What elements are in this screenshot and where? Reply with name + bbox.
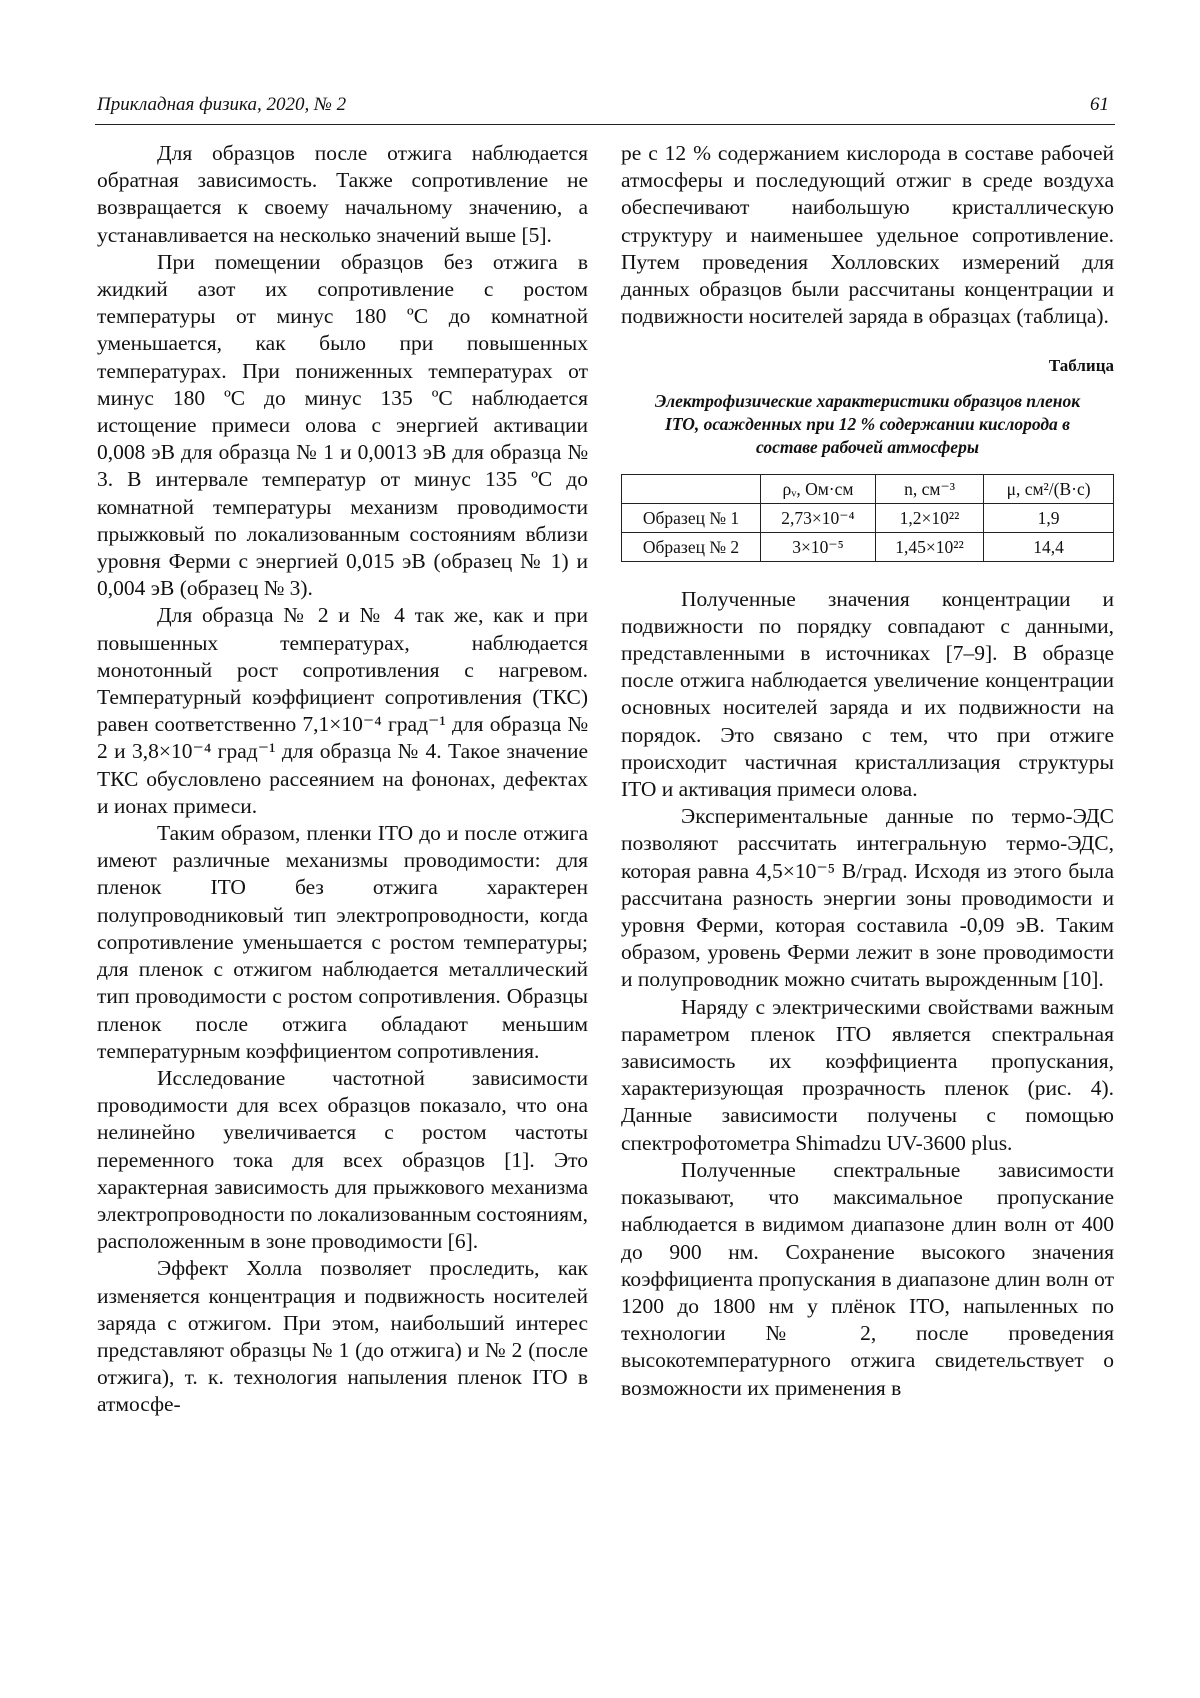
paragraph: Таким образом, пленки ITO до и после отжига имеют различные механизмы проводимости: для пленок ITO без отжига характерен полупроводниковый тип электропроводности, когда сопротивление уменьшается с ростом температуры; для пленок с отжигом наблюдается металлический тип проводимости с ростом сопротивления. Образцы пленок после отжига обладают меньшим температурным коэффициентом сопротивления. [97,821,588,1063]
data-table [621,474,1114,562]
paragraph: Эффект Холла позволяет проследить, как изменяется концентрация и подвижность носителей заряда с отжигом. При этом, наибольший интерес представляют образцы № 1 (до отжига) и № 2 (после отжига), т. к. технология напыления пленок ITO в атмосфе- [97,1256,588,1417]
table-cell: Образец № 1 [622,503,761,532]
paragraph: Полученные значения концентрации и подвижности по порядку совпадают с данными, представленными в источниках [7–9]. В образце после отжига наблюдается увеличение концентрации основных носителей заряда и их подвижности на порядок. Это связано с тем, что при отжиге происходит частичная кристаллизация структуры ITO и активация примеси олова. [621,586,1114,802]
table-row [622,503,1114,532]
paragraph: ре с 12 % содержанием кислорода в составе рабочей атмосферы и последующий отжиг в среде воздуха обеспечивают наибольшую кристаллическую структуру и наименьшее удельное сопротивление. Путем проведения Холловских измерений для данных образцов были рассчитаны концентрации и подвижности носителей заряда в образцах (таблица). [621,141,1114,329]
table-label: Таблица [1048,356,1114,376]
table-cell: 1,9 [984,503,1114,532]
table-cell: 2,73×10⁻⁴ [761,503,876,532]
table-row [622,532,1114,561]
left-column [97,140,588,1419]
table-header-cell: ρᵥ, Ом·см [761,474,876,503]
table-header-cell: μ, см²/(В·с) [984,474,1114,503]
paragraph: Экспериментальные данные по термо-ЭДС позволяют рассчитать интегральную термо-ЭДС, которая равна 4,5×10⁻⁵ В/град. Исходя из этого была рассчитана разность энергии зоны проводимости и уровня Ферми, которая составила -0,09 эВ. Таким образом, уровень Ферми лежит в зоне проводимости и полупроводник можно считать вырожденным [10]. [621,804,1114,992]
right-column [621,140,1114,1402]
table-header-cell: n, см⁻³ [875,474,983,503]
table-cell: 1,2×10²² [875,503,983,532]
table-cell: 14,4 [984,532,1114,561]
table-cell: 3×10⁻⁵ [761,532,876,561]
paragraph: Полученные спектральные зависимости показывают, что максимальное пропускание наблюдается в видимом диапазоне длин волн от 400 до 900 нм. Сохранение высокого значения коэффициента пропускания в диапазоне длин волн от 1200 до 1800 нм у плёнок ITO, напыленных по технологии № 2, после проведения высокотемпературного отжига свидетельствует о возможности их применения в [621,1157,1114,1400]
table-header-row [622,474,1114,503]
table-cell: 1,45×10²² [875,532,983,561]
paragraph: Для образца № 2 и № 4 так же, как и при повышенных температурах, наблюдается монотонный рост сопротивления с нагревом. Температурный коэффициент сопротивления (ТКС) равен соответственно 7,1×10⁻⁴ град⁻¹ для образца № 2 и 3,8×10⁻⁴ град⁻¹ для образца № 4. Такое значение ТКС обусловлено рассеянием на фононах, дефектах и ионах примеси. [97,603,588,818]
table-cell: Образец № 2 [622,532,761,561]
page-number: 61 [1090,94,1109,115]
paragraph: При помещении образцов без отжига в жидкий азот их сопротивление с ростом температуры от минус 180 ºС до комнатной уменьшается, как было при повышенных температурах. При пониженных температурах от минус 180 ºС до минус 135 ºС наблюдается истощение примеси олова с энергией активации 0,008 эВ для образца № 1 и 0,0013 эВ для образца № 3. В интервале температур от минус 135 ºС до комнатной температуры механизм проводимости прыжковый по локализованным состояниям вблизи уровня Ферми с энергией 0,015 эВ (образец № 1) и 0,004 эВ (образец № 3). [97,249,588,601]
running-header [95,90,1115,125]
paragraph: Исследование частотной зависимости проводимости для всех образцов показало, что она нелинейно увеличивается с ростом частоты переменного тока для всех образцов [1]. Это характерная зависимость для прыжкового механизма электропроводности по локализованным состояниям, расположенным в зоне проводимости [6]. [97,1065,588,1254]
paragraph: Наряду с электрическими свойствами важным параметром пленок ITO является спектральная зависимость их коэффициента пропускания, характеризующая прозрачность пленок (рис. 4). Данные зависимости получены с помощью спектрофотометра Shimadzu UV-3600 plus. [621,994,1114,1155]
table-caption: Электрофизические характеристики образцов пленок ITO, осажденных при 12 % содержании кислорода в составе рабочей атмосферы [654,390,1081,457]
table-header-cell [622,474,761,503]
paragraph: Для образцов после отжига наблюдается обратная зависимость. Также сопротивление не возвращается к своему начальному значению, а устанавливается на несколько значений выше [5]. [97,141,588,247]
journal-title: Прикладная физика, 2020, № 2 [97,94,347,115]
